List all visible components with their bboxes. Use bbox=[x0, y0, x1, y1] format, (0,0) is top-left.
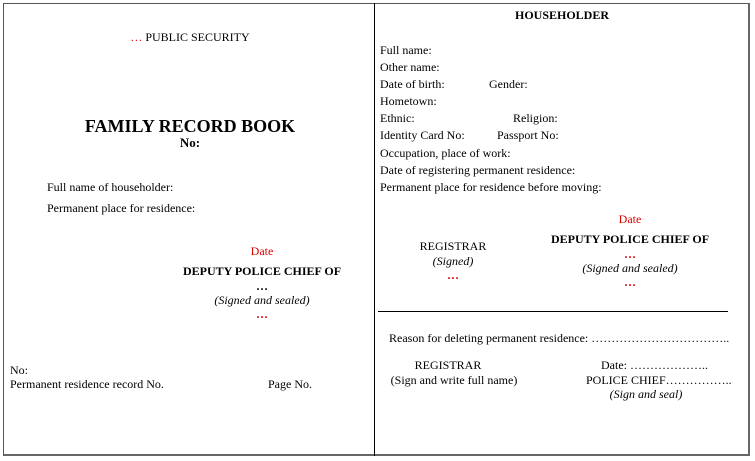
gender-label: Gender: bbox=[489, 77, 528, 91]
ethnic-label: Ethnic: bbox=[380, 111, 415, 125]
deletion-registrar-label: REGISTRAR bbox=[414, 358, 482, 372]
householder-signer-place: … bbox=[624, 247, 636, 261]
householder-heading: HOUSEHOLDER bbox=[514, 8, 610, 22]
previous-residence-label: Permanent place for residence before moving: bbox=[380, 180, 602, 194]
cover-signed-note: (Signed and sealed) bbox=[214, 293, 310, 307]
registrar-label: REGISTRAR bbox=[419, 239, 487, 253]
section-divider bbox=[378, 311, 728, 312]
deletion-reason-label: Reason for deleting permanent residence: …………………………….. bbox=[389, 331, 730, 345]
occupation-label: Occupation, place of work: bbox=[380, 146, 511, 160]
deletion-date-label: Date: ……………….. bbox=[601, 358, 708, 372]
police-chief-label: POLICE CHIEF…………….. bbox=[586, 373, 732, 387]
residence-label: Permanent place for residence: bbox=[47, 201, 196, 215]
registrar-name: … bbox=[447, 268, 459, 282]
religion-label: Religion: bbox=[513, 111, 558, 125]
date-registering-label: Date of registering permanent residence: bbox=[380, 163, 576, 177]
agency-line bbox=[130, 30, 249, 44]
deletion-registrar-note: (Sign and write full name) bbox=[390, 373, 518, 387]
householder-date-label: Date bbox=[618, 212, 642, 226]
id-card-label: Identity Card No: bbox=[380, 128, 465, 142]
householder-signer-name: … bbox=[624, 275, 636, 289]
householder-name-label: Full name of householder: bbox=[47, 180, 174, 194]
page-divider bbox=[374, 3, 375, 456]
page-no-label: Page No. bbox=[268, 377, 312, 391]
passport-label: Passport No: bbox=[497, 128, 559, 142]
record-no-label: Permanent residence record No. bbox=[10, 377, 164, 391]
document-title: FAMILY RECORD BOOK bbox=[84, 116, 296, 136]
police-chief-note: (Sign and seal) bbox=[609, 387, 683, 401]
householder-signed-note: (Signed and sealed) bbox=[582, 261, 678, 275]
hometown-label: Hometown: bbox=[380, 94, 437, 108]
agency-prefix: … bbox=[130, 30, 143, 44]
cover-signer-name: … bbox=[256, 307, 268, 321]
other-name-label: Other name: bbox=[380, 60, 440, 74]
cover-signer-place: … bbox=[256, 279, 268, 293]
document-number-label: No: bbox=[179, 135, 201, 150]
dob-label: Date of birth: bbox=[380, 77, 445, 91]
footer-no-label: No: bbox=[10, 363, 28, 377]
cover-date-label: Date bbox=[250, 244, 274, 258]
registrar-signed: (Signed) bbox=[432, 254, 474, 268]
householder-signer-title: DEPUTY POLICE CHIEF OF bbox=[550, 232, 710, 246]
agency-name: PUBLIC SECURITY bbox=[145, 30, 250, 44]
full-name-label: Full name: bbox=[380, 43, 432, 57]
cover-signer-title: DEPUTY POLICE CHIEF OF bbox=[182, 264, 342, 278]
